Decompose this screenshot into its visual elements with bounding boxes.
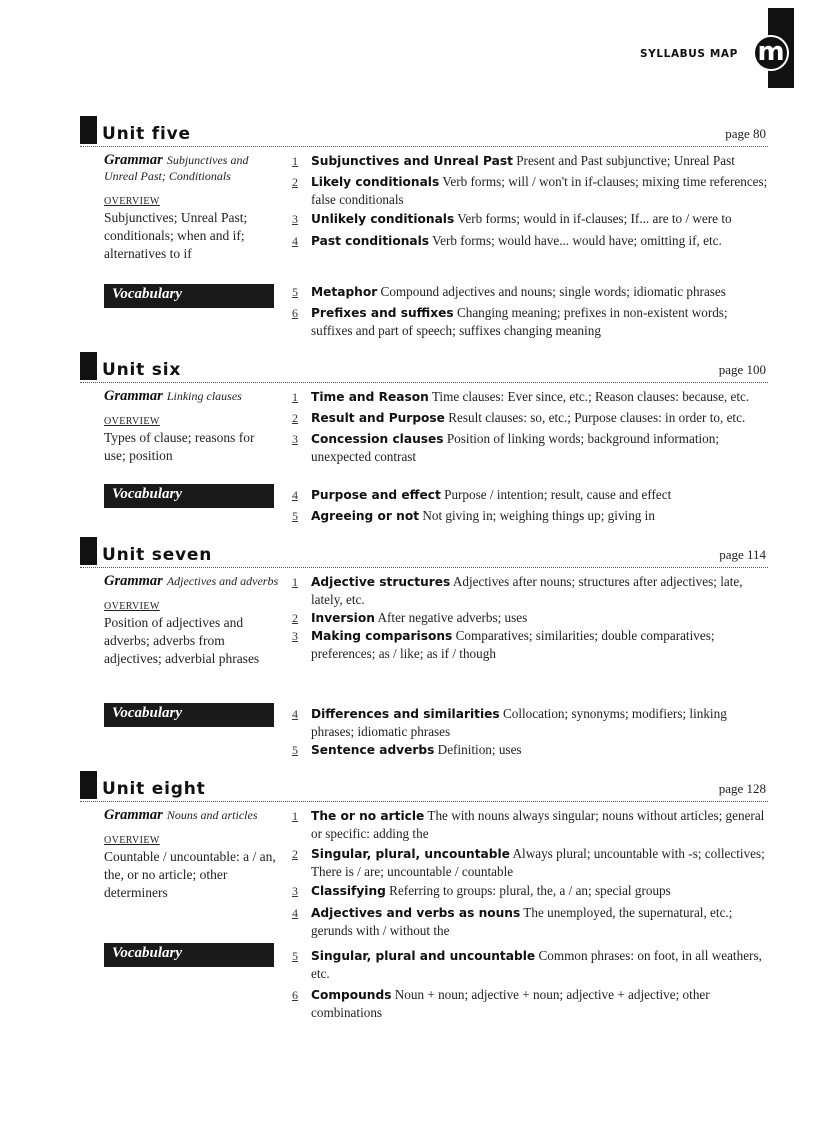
unit-section (0, 352, 816, 532)
section-header: SYLLABUS MAP (640, 48, 738, 60)
item-number: 5 (292, 285, 298, 299)
unit-heading (80, 116, 191, 144)
item-text: Always plural; uncountable with -s; collectives; There is / are; uncountable / countable (311, 846, 765, 879)
item-heading: Singular, plural and uncountable (311, 949, 536, 963)
item-number: 6 (292, 988, 298, 1002)
overview-label: OVERVIEW (104, 835, 160, 846)
grammar-panel (104, 807, 279, 902)
overview-text: Countable / uncountable: a / an, the, or no article; other determiners (104, 849, 276, 900)
overview-text: Subjunctives; Unreal Past; conditionals; when and if; alternatives to if (104, 210, 248, 261)
item-text: Adjectives after nouns; structures after adjectives; late, lately, etc. (311, 574, 743, 607)
vocabulary-label: Vocabulary (104, 703, 274, 727)
item-number: 6 (292, 306, 298, 320)
unit-section (0, 116, 816, 346)
item-text: Definition; uses (437, 742, 522, 757)
grammar-topic: Linking clauses (166, 389, 242, 403)
item-number: 1 (292, 809, 298, 823)
item-text: Position of linking words; background information; unexpected contrast (311, 431, 719, 464)
vocabulary-label: Vocabulary (104, 484, 274, 508)
item-heading: Adjectives and verbs as nouns (311, 906, 521, 920)
syllabus-item (292, 845, 772, 881)
grammar-panel (104, 573, 279, 668)
item-number: 1 (292, 390, 298, 404)
unit-section (0, 771, 816, 1021)
item-text: Present and Past subjunctive; Unreal Past (516, 153, 735, 168)
item-text: Comparatives; similarities; double comparatives; preferences; as / like; as if / though (311, 628, 715, 661)
grammar-label: Grammar (104, 388, 163, 404)
unit-heading (80, 352, 181, 380)
unit-divider (80, 801, 768, 802)
item-number: 1 (292, 575, 298, 589)
item-heading: Prefixes and suffixes (311, 306, 454, 320)
unit-marker-block (80, 537, 97, 565)
syllabus-item (292, 486, 772, 504)
section-tab-letter: m (753, 35, 789, 71)
item-heading: Concession clauses (311, 432, 444, 446)
overview-label: OVERVIEW (104, 601, 160, 612)
item-text: After negative adverbs; uses (377, 610, 528, 625)
unit-marker-block (80, 116, 97, 144)
item-heading: Result and Purpose (311, 411, 445, 425)
syllabus-item (292, 741, 772, 759)
item-number: 3 (292, 432, 298, 446)
unit-divider (80, 146, 768, 147)
item-number: 3 (292, 629, 298, 643)
syllabus-item (292, 807, 772, 843)
unit-divider (80, 382, 768, 383)
item-text: Verb forms; would in if-clauses; If... are to / were to (457, 211, 732, 226)
item-text: Changing meaning; prefixes in non-existent words; suffixes and part of speech; suffixes changing meaning (311, 305, 728, 338)
item-heading: Inversion (311, 611, 375, 625)
unit-page-ref: page 128 (718, 781, 766, 796)
item-number: 2 (292, 847, 298, 861)
unit-title: Unit six (102, 360, 182, 380)
item-heading: Singular, plural, uncountable (311, 847, 510, 861)
overview-text: Position of adjectives and adverbs; adverbs from adjectives; adverbial phrases (104, 615, 260, 666)
item-heading: Subjunctives and Unreal Past (311, 154, 513, 168)
unit-section (0, 537, 816, 757)
syllabus-item (292, 882, 772, 900)
item-text: Noun + noun; adjective + noun; adjective + adjective; other combinations (311, 987, 710, 1020)
item-text: Referring to groups: plural, the, a / an; special groups (389, 883, 671, 898)
item-number: 2 (292, 175, 298, 189)
overview-label: OVERVIEW (104, 416, 160, 427)
item-text: Result clauses: so, etc.; Purpose clauses: in order to, etc. (448, 410, 746, 425)
syllabus-item (292, 904, 772, 940)
item-heading: Adjective structures (311, 575, 451, 589)
unit-title: Unit seven (102, 545, 213, 565)
grammar-topic: Nouns and articles (166, 808, 258, 822)
unit-title: Unit five (102, 124, 191, 144)
syllabus-item (292, 430, 772, 466)
unit-divider (80, 567, 768, 568)
item-heading: Past conditionals (311, 234, 430, 248)
item-heading: Time and Reason (311, 390, 429, 404)
item-text: Time clauses: Ever since, etc.; Reason clauses: because, etc. (431, 389, 750, 404)
item-number: 5 (292, 743, 298, 757)
item-heading: Metaphor (311, 285, 378, 299)
item-number: 4 (292, 906, 298, 920)
grammar-panel (104, 388, 279, 465)
grammar-label: Grammar (104, 573, 163, 589)
item-heading: Purpose and effect (311, 488, 441, 502)
grammar-topic: Subjunctives and Unreal Past; Conditionals (104, 153, 249, 183)
unit-heading (80, 771, 206, 799)
item-number: 3 (292, 212, 298, 226)
item-text: Purpose / intention; result, cause and effect (444, 487, 672, 502)
item-heading: The or no article (311, 809, 425, 823)
item-number: 2 (292, 411, 298, 425)
item-heading: Differences and similarities (311, 707, 500, 721)
item-number: 4 (292, 234, 298, 248)
vocabulary-label: Vocabulary (104, 943, 274, 967)
item-heading: Classifying (311, 884, 386, 898)
item-heading: Likely conditionals (311, 175, 440, 189)
item-number: 1 (292, 154, 298, 168)
syllabus-item (292, 173, 772, 209)
syllabus-item (292, 507, 772, 525)
unit-heading (80, 537, 212, 565)
item-heading: Making comparisons (311, 629, 453, 643)
unit-marker-block (80, 352, 97, 380)
syllabus-item (292, 283, 772, 301)
syllabus-item (292, 232, 772, 250)
grammar-label: Grammar (104, 152, 163, 168)
unit-page-ref: page 80 (725, 126, 766, 141)
syllabus-item (292, 947, 772, 983)
grammar-panel (104, 152, 279, 263)
syllabus-item (292, 304, 772, 340)
item-text: The with nouns always singular; nouns without articles; general or specific: adding the (311, 808, 765, 841)
syllabus-item (292, 152, 772, 170)
overview-label: OVERVIEW (104, 196, 160, 207)
item-text: Collocation; synonyms; modifiers; linking phrases; idiomatic phrases (311, 706, 727, 739)
item-text: Verb forms; would have... would have; omitting if, etc. (432, 233, 722, 248)
vocabulary-label: Vocabulary (104, 284, 274, 308)
item-number: 3 (292, 884, 298, 898)
overview-text: Types of clause; reasons for use; position (104, 430, 255, 463)
item-number: 2 (292, 611, 298, 625)
unit-page-ref: page 114 (719, 547, 766, 562)
item-text: Not giving in; weighing things up; giving in (422, 508, 655, 523)
unit-marker-block (80, 771, 97, 799)
grammar-label: Grammar (104, 807, 163, 823)
item-number: 4 (292, 488, 298, 502)
item-text: Compound adjectives and nouns; single words; idiomatic phrases (380, 284, 726, 299)
syllabus-item (292, 210, 772, 228)
item-heading: Agreeing or not (311, 509, 420, 523)
item-heading: Unlikely conditionals (311, 212, 455, 226)
unit-title: Unit eight (102, 779, 206, 799)
syllabus-item (292, 705, 772, 741)
item-number: 5 (292, 949, 298, 963)
item-text: Verb forms; will / won't in if-clauses; mixing time references; false conditionals (311, 174, 768, 207)
syllabus-item (292, 388, 772, 406)
grammar-topic: Adjectives and adverbs (166, 574, 279, 588)
syllabus-item (292, 409, 772, 427)
unit-page-ref: page 100 (718, 362, 766, 377)
item-number: 4 (292, 707, 298, 721)
item-number: 5 (292, 509, 298, 523)
syllabus-item (292, 609, 772, 627)
syllabus-item (292, 986, 772, 1022)
item-text: The unemployed, the supernatural, etc.; gerunds with / without the (311, 905, 733, 938)
item-heading: Compounds (311, 988, 392, 1002)
syllabus-item (292, 573, 772, 609)
item-heading: Sentence adverbs (311, 743, 435, 757)
syllabus-item (292, 627, 772, 663)
item-text: Common phrases: on foot, in all weathers, etc. (311, 948, 762, 981)
